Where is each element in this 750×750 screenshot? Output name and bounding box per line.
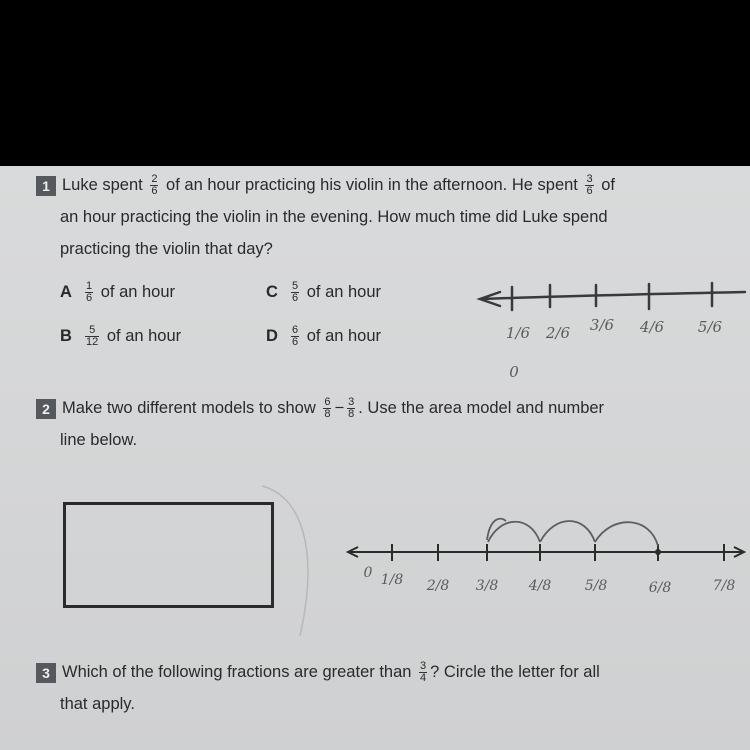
question-3-text-part-2: ? Circle the letter for all <box>430 663 600 681</box>
choice-c-text: of an hour <box>306 283 382 301</box>
q2-hop-4 <box>487 519 506 540</box>
q1-label-1-6: 1/6 <box>505 324 531 342</box>
question-2-line-1 <box>36 392 604 424</box>
q2-number-line <box>348 544 744 561</box>
q2-hand-labels <box>364 565 736 596</box>
fraction-3-4: $\frac{3}{4}$ <box>420 660 427 685</box>
question-2-text-part-2: . Use the area model and number <box>358 399 605 417</box>
question-2-text-part-1: Make two different models to show <box>62 399 316 417</box>
choice-a-fraction: $\frac{1}{6}$ <box>86 280 93 305</box>
question-2 <box>36 392 604 456</box>
choice-d-text: of an hour <box>306 327 382 345</box>
fraction-3-8: $\frac{3}{8}$ <box>348 396 355 421</box>
question-1-line-2: an hour practicing the violin in the evening. How much time did Luke spend <box>60 208 608 226</box>
area-model-box[interactable] <box>63 502 274 608</box>
q2-label-6-8: 6/8 <box>648 580 672 596</box>
q2-label-7-8: 7/8 <box>712 578 736 594</box>
choice-d[interactable] <box>266 325 381 348</box>
question-1-text-part-3: of <box>601 176 615 194</box>
fraction-2-6: $\frac{2}{6}$ <box>151 173 158 198</box>
q1-hand-labels <box>506 316 723 381</box>
q1-label-2-6: 2/6 <box>545 324 571 342</box>
q2-hops <box>487 519 658 546</box>
q2-right-arrow <box>734 547 744 557</box>
q1-number-line-axis <box>482 292 745 299</box>
choice-a-letter: A <box>60 283 72 301</box>
q1-label-3-6: 3/6 <box>589 316 615 334</box>
question-2-line-2: line below. <box>60 431 138 449</box>
choice-a-text: of an hour <box>100 283 176 301</box>
question-1-number-badge: 1 <box>36 176 56 196</box>
q1-label-zero: 0 <box>509 363 519 381</box>
question-1 <box>36 169 615 265</box>
q2-label-4-8: 4/8 <box>528 578 552 594</box>
q2-label-2-8: 2/8 <box>426 578 450 594</box>
question-1-text-part-1: Luke spent <box>62 176 143 194</box>
choice-c-fraction: $\frac{5}{6}$ <box>292 280 299 305</box>
q2-label-1-8: 1/8 <box>380 572 404 588</box>
q2-label-3-8: 3/8 <box>475 578 499 594</box>
fraction-6-8: $\frac{6}{8}$ <box>324 396 331 421</box>
q2-label-0: 0 <box>363 565 373 581</box>
question-1-text-part-2: of an hour practicing his violin in the afternoon. He spent <box>166 176 578 194</box>
choice-d-fraction: $\frac{6}{6}$ <box>292 324 299 349</box>
question-2-number-badge: 2 <box>36 399 56 419</box>
choice-a[interactable] <box>60 281 175 304</box>
question-1-line-3: practicing the violin that day? <box>60 240 273 258</box>
worksheet-page <box>0 166 750 750</box>
q1-label-5-6: 5/6 <box>697 318 723 336</box>
choice-b[interactable] <box>60 325 181 348</box>
fraction-3-6: $\frac{3}{6}$ <box>586 173 593 198</box>
choice-c[interactable] <box>266 281 381 304</box>
question-3-line-2: that apply. <box>60 695 135 713</box>
q2-point-dot <box>655 549 661 555</box>
q2-left-arrow <box>348 547 358 557</box>
q1-label-4-6: 4/6 <box>639 318 665 336</box>
q1-line-left-arrow <box>480 292 500 306</box>
choice-c-letter: C <box>266 283 278 301</box>
question-3 <box>36 656 600 720</box>
q2-hop-1 <box>488 522 540 542</box>
q2-hop-2 <box>540 521 595 542</box>
choice-b-letter: B <box>60 327 72 345</box>
q2-hop-3 <box>595 522 658 546</box>
question-3-text-part-1: Which of the following fractions are greater than <box>62 663 412 681</box>
choice-b-fraction: $\frac{5}{12}$ <box>86 324 99 349</box>
q2-label-5-8: 5/8 <box>584 578 608 594</box>
q1-hand-number-line <box>480 283 745 310</box>
minus-sign: − <box>334 399 345 417</box>
choice-d-letter: D <box>266 327 278 345</box>
choice-b-text: of an hour <box>106 327 182 345</box>
question-1-line-1 <box>36 169 615 201</box>
question-3-line-1 <box>36 656 600 688</box>
question-3-number-badge: 3 <box>36 663 56 683</box>
